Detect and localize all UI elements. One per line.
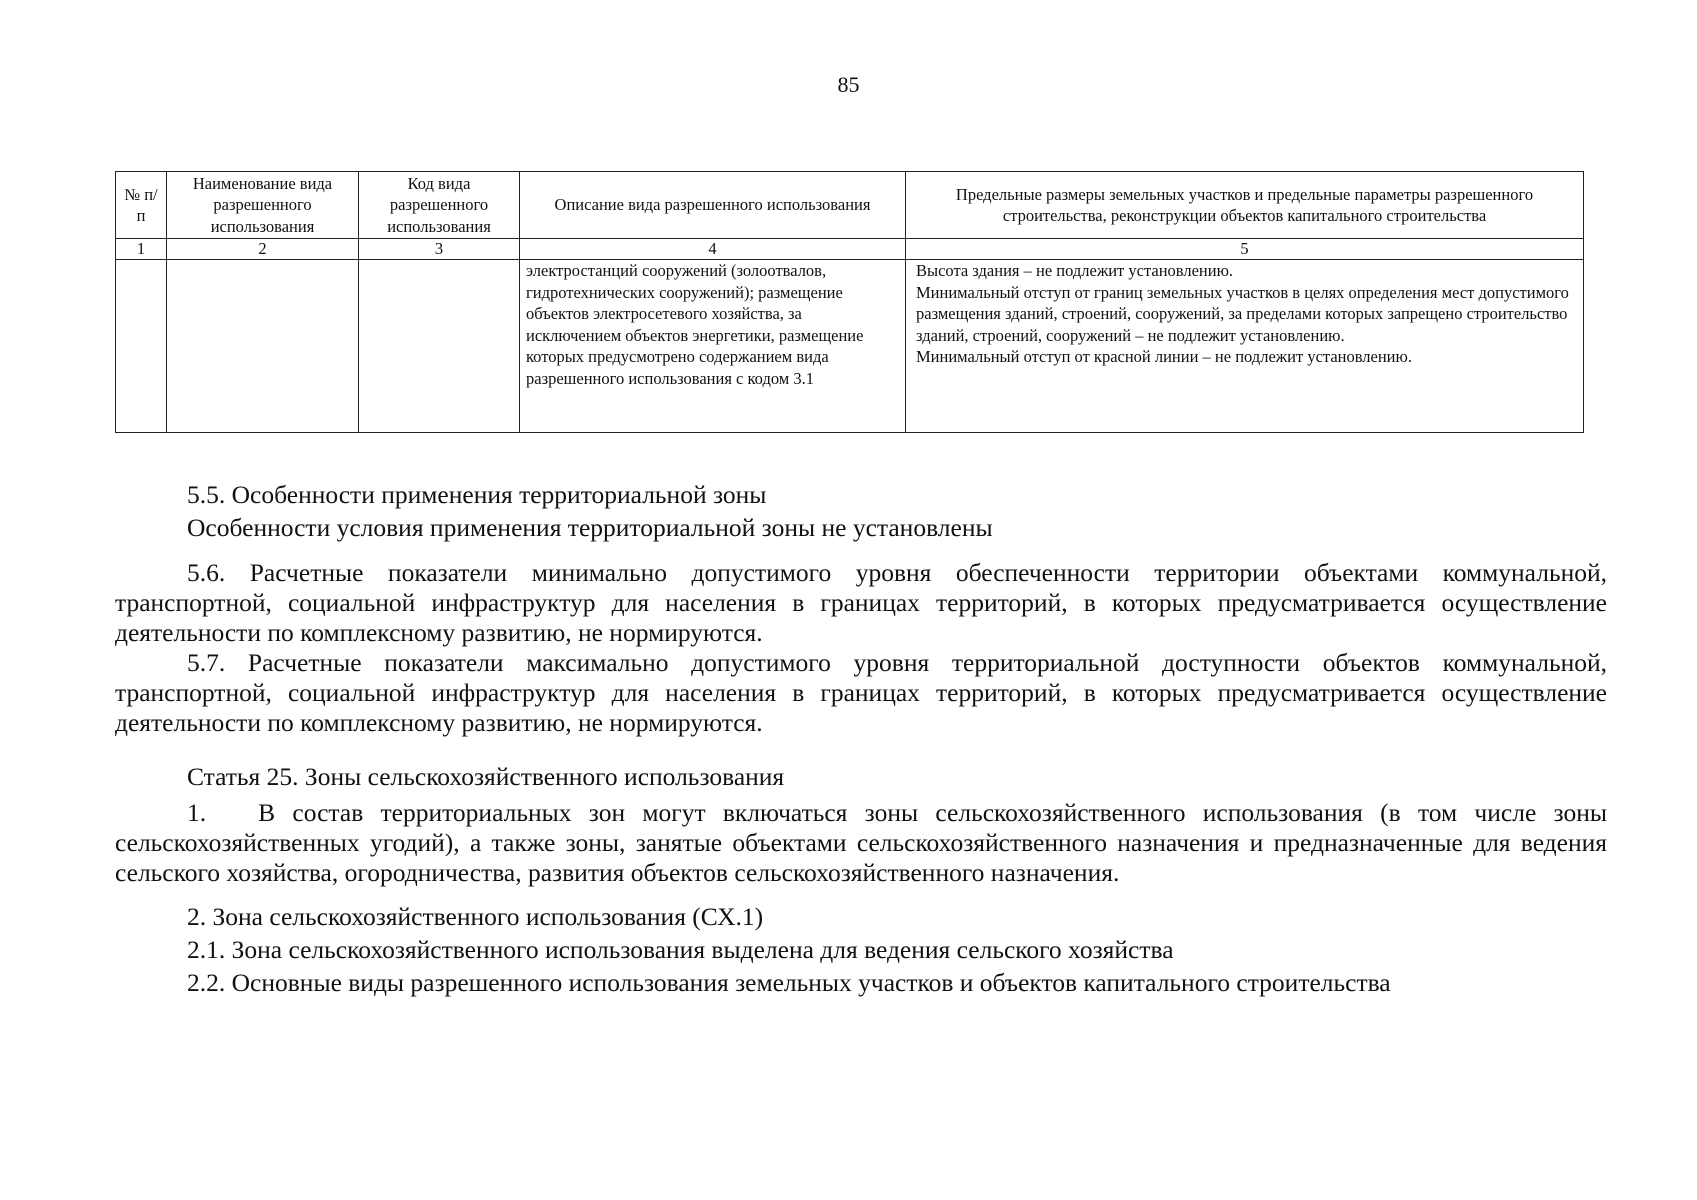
permitted-use-table — [115, 171, 1584, 433]
article-25-item-1 — [115, 798, 1607, 888]
column-number: 5 — [906, 239, 1584, 260]
cell-number — [116, 260, 167, 433]
column-number: 3 — [359, 239, 520, 260]
column-number-row — [116, 239, 1584, 260]
column-number: 1 — [116, 239, 167, 260]
limit-line-height: Высота здания – не подлежит установлению. — [916, 261, 1234, 280]
table-row — [116, 260, 1584, 433]
header-use-description: Описание вида разрешенного использования — [520, 172, 906, 239]
column-number: 4 — [520, 239, 906, 260]
header-use-code: Код вида разрешенного использования — [359, 172, 520, 239]
column-number: 2 — [167, 239, 359, 260]
item-2-1-text: 2.1. Зона сельскохозяйственного использования выделена для ведения сельского хозяйства — [187, 935, 1174, 964]
header-use-name: Наименование вида разрешенного использования — [167, 172, 359, 239]
article-25 — [115, 762, 1607, 888]
section-5-5 — [115, 480, 1607, 543]
cell-use-code — [359, 260, 520, 433]
limit-line-red-line-setback: Минимальный отступ от красной линии – не подлежит установлению. — [916, 347, 1412, 366]
cell-use-name — [167, 260, 359, 433]
article-25-title: Статья 25. Зоны сельскохозяйственного использования — [187, 762, 785, 791]
header-number: № п/п — [116, 172, 167, 239]
item-1-text: В состав территориальных зон могут включаться зоны сельскохозяйственного использования (в том числе зоны сельскохозяйственных угодий), а также зоны, занятые объектами сельскохозяйственного назначения и предназначенные для ведения сельского хозяйства, огородничества, развития объектов сельскохозяйственного назначения. — [115, 798, 1607, 887]
limit-line-boundary-setback: Минимальный отступ от границ земельных участков в целях определения мест допустимого размещения зданий, строений, сооружений, за пределами которых запрещено строительство зданий, строений, сооружений – не подлежит установлению. — [916, 282, 1569, 345]
page-number: 85 — [837, 72, 860, 97]
header-limit-parameters: Предельные размеры земельных участков и предельные параметры разрешенного строительства, реконструкции объектов капитального строительства — [906, 172, 1584, 239]
section-5-7-text: 5.7. Расчетные показатели максимально допустимого уровня территориальной доступности объектов коммунальной, транспортной, социальной инфраструктур для населения в границах территорий, в которых предусматривается осуществление деятельности по комплексному развитию, не нормируются. — [115, 648, 1607, 737]
item-2-title: 2. Зона сельскохозяйственного использования (СХ.1) — [187, 902, 764, 931]
section-2 — [115, 902, 1607, 998]
section-5-5-text: Особенности условия применения территориальной зоны не установлены — [187, 513, 993, 542]
cell-limit-parameters — [906, 260, 1584, 433]
section-5-6-5-7 — [115, 558, 1607, 738]
cell-use-description: электростанций сооружений (золоотвалов, гидротехнических сооружений); размещение объектов электросетевого хозяйства, за исключением объектов энергетики, размещение которых предусмотрено содержанием вида разрешенного использования с кодом 3.1 — [520, 260, 906, 433]
item-1-number: 1. — [187, 798, 207, 827]
section-5-5-title: 5.5. Особенности применения территориальной зоны — [187, 480, 767, 509]
item-2-2-text: 2.2. Основные виды разрешенного использования земельных участков и объектов капитального строительства — [187, 968, 1391, 997]
table-header-row — [116, 172, 1584, 239]
section-5-6-text: 5.6. Расчетные показатели минимально допустимого уровня обеспеченности территории объектами коммунальной, транспортной, социальной инфраструктур для населения в границах территорий, в которых предусматривается осуществление деятельности по комплексному развитию, не нормируются. — [115, 558, 1607, 647]
